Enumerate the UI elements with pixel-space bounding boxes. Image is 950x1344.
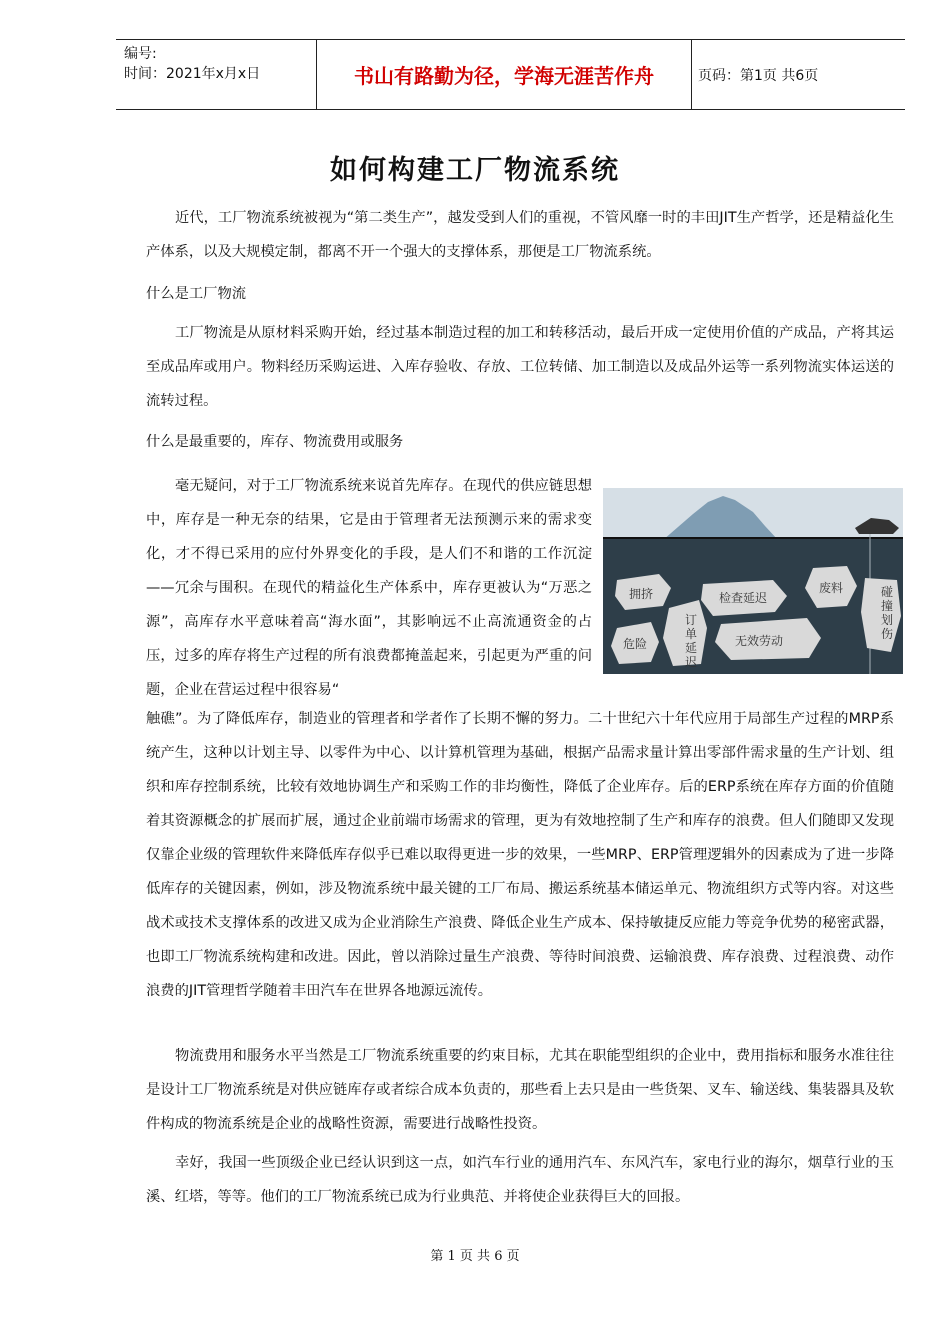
paragraph-conclusion: 幸好，我国一些顶级企业已经认识到这一点，如汽车行业的通用汽车、东风汽车，家电行业的海尔，烟草行业的玉溪、红塔，等等。他们的工厂物流系统已成为行业典范、并将使企业获得巨大的回报。 [146, 1155, 894, 1205]
rock-label: 危险 [623, 637, 648, 651]
paragraph-cost-service: 物流费用和服务水平当然是工厂物流系统重要的约束目标，尤其在职能型组织的企业中，费用指标和服务水准往往是设计工厂物流系统是对供应链库存或者综合成本负责的，那些看上去只是由一些货架、叉车、输送线、集装器具及软件构成的物流系统是企业的战略性资源，需要进行战略性投资。 [146, 1048, 894, 1132]
rock-label: 废料 [819, 581, 844, 595]
paragraph-intro: 近代，工厂物流系统被视为“第二类生产”，越发受到人们的重视，不管风靡一时的丰田JIT生产哲学，还是精益化生产体系，以及大规模定制，都离不开一个强大的支撑体系，那便是工厂物流系统。 [146, 210, 894, 260]
rock-label-char: 延 [685, 641, 698, 655]
rock-label-char: 伤 [881, 627, 894, 641]
number-label: 编号: [124, 46, 157, 62]
rock-label-char: 撞 [881, 599, 894, 613]
rock-label: 无效劳动 [735, 634, 784, 648]
inventory-iceberg-figure [603, 488, 903, 674]
section-heading-most-important: 什么是最重要的，库存、物流费用或服务 [146, 434, 404, 450]
rock-label-char: 订 [685, 613, 698, 627]
rock-label: 检查延迟 [719, 591, 768, 605]
time-label: 时间：2021年x月x日 [124, 66, 261, 82]
header-motto: 书山有路勤为径，学海无涯苦作舟 [316, 40, 692, 109]
section-heading-what-is: 什么是工厂物流 [146, 286, 247, 302]
rock-label-char: 迟 [685, 655, 698, 669]
rock-label-char: 划 [881, 613, 894, 627]
rock-label: 拥挤 [629, 587, 654, 601]
paragraph-inventory-wrapped: 毫无疑问，对于工厂物流系统来说首先库存。在现代的供应链思想中，库存是一种无奈的结果，它是由于管理者无法预测示来的需求变化，才不得已采用的应付外界变化的手段，是人们不和谐的工作沉淀——冗余与围积。在现代的精益化生产体系中，库存更被认为“万恶之源”，高库存水平意味着高“海水面”，其影响远不止高流通资金的占压，过多的库存将生产过程的所有浪费都掩盖起来，引起更为严重的问题，企业在营运过程中很容易“ [146, 478, 592, 698]
rock-label-char: 单 [685, 627, 698, 641]
document-title: 如何构建工厂物流系统 [330, 155, 620, 186]
header-page-info: 页码：第1页 共6页 [698, 67, 819, 84]
rock-label-char: 碰 [881, 585, 894, 599]
page-header [116, 39, 905, 110]
paragraph-inventory-continued: 触礁”。为了降低库存，制造业的管理者和学者作了长期不懈的努力。二十世纪六十年代应用于局部生产过程的MRP系统产生，这种以计划主导、以零件为中心、以计算机管理为基础，根据产品需求量计算出零部件需求量的生产计划、组织和库存控制系统，比较有效地协调生产和采购工作的非均衡性，降低了企业库存。后的ERP系统在库存方面的价值随着其资源概念的扩展而扩展，通过企业前端市场需求的管理，更为有效地控制了生产和库存的浪费。但人们随即又发现仅靠企业级的管理软件来降低库存似乎已难以取得更进一步的效果，一些MRP、ERP管理逻辑外的因素成为了进一步降低库存的关键因素，例如，涉及物流系统中最关键的工厂布局、搬运系统基本储运单元、物流组织方式等内容。对这些战术或技术支撑体系的改进又成为企业消除生产浪费、降低企业生产成本、保持敏捷反应能力等竞争优势的秘密武器，也即工厂物流系统构建和改进。因此，曾以消除过量生产浪费、等待时间浪费、运输浪费、库存浪费、过程浪费、动作浪费的JIT管理哲学随着丰田汽车在世界各地源远流传。 [146, 711, 894, 999]
page-footer: 第 1 页 共 6 页 [430, 1249, 520, 1264]
rock-label-vertical [685, 613, 697, 669]
header-meta [116, 40, 316, 109]
rock-label-vertical [881, 584, 893, 641]
paragraph-definition: 工厂物流是从原材料采购开始，经过基本制造过程的加工和转移活动，最后开成一定使用价值的产成品，产将其运至成品库或用户。物料经历采购运进、入库存验收、存放、工位转储、加工制造以及成品外运等一系列物流实体运送的流转过程。 [146, 325, 894, 409]
